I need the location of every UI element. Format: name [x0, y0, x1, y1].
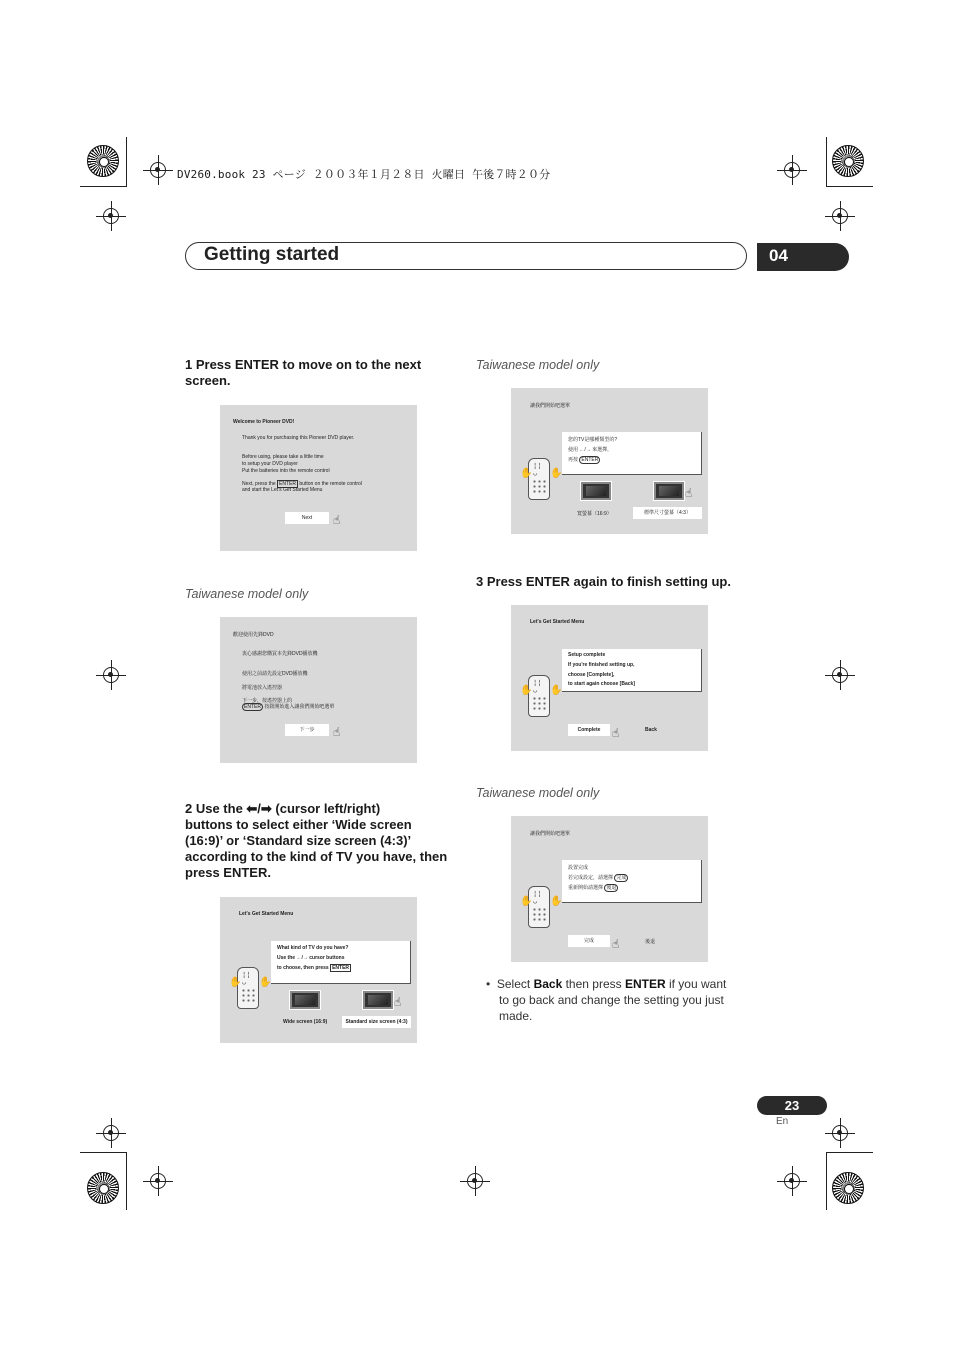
screen-line: If you're finished setting up, — [568, 662, 635, 668]
back-key-label: 後退 — [606, 885, 617, 891]
registration-target-icon — [103, 667, 119, 683]
message-box — [562, 860, 702, 903]
mascot-hand-icon: ✋ — [550, 896, 563, 907]
pointer-hand-icon: ☝ — [685, 486, 693, 500]
pointer-hand-icon: ☝ — [612, 937, 620, 951]
screen-heading: Let's Get Started Menu — [530, 619, 585, 625]
remote-mascot-icon: ¦¦ ◡ — [528, 458, 550, 500]
registration-target-icon — [832, 667, 848, 683]
note-line: • Select Back then press ENTER if you want — [486, 977, 727, 991]
complete-button[interactable]: Complete — [568, 724, 610, 736]
wide-screen-option[interactable]: Wide screen (16:9) — [283, 1019, 328, 1025]
complete-button[interactable]: 完成 — [568, 935, 610, 947]
registration-target-icon — [103, 1125, 119, 1141]
step2-tw-screen — [511, 388, 708, 534]
note-line: made. — [499, 1009, 533, 1023]
message-box — [562, 432, 702, 475]
screen-line: 衷心感謝您購買本先鋒DVD播放機 — [242, 651, 318, 657]
registration-target-icon — [103, 208, 119, 224]
screen-line: Setup complete — [568, 652, 606, 658]
message-box — [562, 649, 702, 692]
screen-line: 若完成設定，請選擇 完成 — [568, 875, 627, 881]
step3-screen — [511, 605, 708, 751]
enter-key-label: ENTER — [279, 481, 296, 487]
screen-line: 使用之前請先設定DVD播放機 — [242, 671, 308, 677]
wide-screen-option[interactable]: 寬螢幕（16:9） — [577, 511, 612, 517]
step2-instruction: 2 Use the ⬅/➡ (cursor left/right) buttons to select either ‘Wide screen (16:9)’ or ‘Standard size screen (4:3)’ according to the kind of TV you have, then press ENTER. — [185, 801, 448, 880]
screen-line: to choose, then press ENTER — [277, 965, 350, 971]
pointer-hand-icon: ☝ — [333, 513, 341, 527]
wide-tv-icon — [290, 991, 320, 1009]
screen-line: 再按 ENTER — [568, 457, 599, 463]
screen-line: What kind of TV do you have? — [277, 945, 349, 951]
message-box — [271, 941, 411, 984]
taiwanese-label: Taiwanese model only — [476, 786, 600, 800]
registration-star-icon — [87, 1172, 119, 1204]
step3-tw-screen — [511, 816, 708, 962]
mascot-hand-icon: ✋ — [229, 977, 242, 988]
standard-tv-icon — [363, 991, 393, 1009]
step1-tw-screen — [220, 617, 417, 763]
registration-star-icon — [832, 145, 864, 177]
standard-screen-option[interactable]: Standard size screen (4:3) — [342, 1016, 411, 1028]
step1-screen — [220, 405, 417, 551]
step2-screen — [220, 897, 417, 1043]
screen-line: choose [Complete], — [568, 672, 615, 678]
registration-star-icon — [87, 145, 119, 177]
language-code: En — [776, 1116, 789, 1127]
back-button[interactable]: Back — [645, 727, 657, 733]
screen-line: 下一步，按遙控器上的 — [242, 698, 293, 704]
enter-key-label: ENTER — [581, 457, 599, 463]
next-button[interactable]: 下一步 — [285, 724, 329, 736]
screen-heading: Welcome to Pioneer DVD! — [233, 419, 295, 425]
mascot-hand-icon: ✋ — [550, 468, 563, 479]
screen-line: ENTER 按鈕開始進入讓我們開始吧選單 — [244, 704, 335, 710]
remote-mascot-icon: ¦¦ ◡ — [528, 886, 550, 928]
screen-heading: 歡迎使用先鋒DVD — [233, 632, 274, 638]
registration-target-icon — [150, 162, 166, 178]
pointer-hand-icon: ☝ — [394, 995, 402, 1009]
back-button[interactable]: 後退 — [645, 939, 656, 945]
screen-line: 將電池放入遙控器 — [242, 685, 283, 691]
file-info-header: DV260.book 23 ページ ２００３年１月２８日 火曜日 午後７時２０分 — [177, 168, 551, 181]
screen-line: Thank you for purchasing this Pioneer DVD player. — [242, 435, 355, 441]
pointer-hand-icon: ☝ — [612, 726, 620, 740]
screen-heading: 讓我們開始吧選單 — [530, 403, 571, 409]
step1-instruction: 1 Press ENTER to move on to the next screen. — [185, 357, 422, 388]
registration-target-icon — [832, 208, 848, 224]
back-note — [486, 976, 756, 1024]
registration-target-icon — [150, 1173, 166, 1189]
step3-instruction: 3 Press ENTER again to finish setting up. — [476, 574, 731, 589]
taiwanese-label: Taiwanese model only — [185, 587, 309, 601]
screen-line: Before using, please take a little time — [242, 454, 324, 460]
standard-screen-option[interactable]: 標準尺寸螢幕（4:3） — [633, 507, 702, 519]
remote-mascot-icon: ¦¦ ◡ — [528, 675, 550, 717]
taiwanese-label: Taiwanese model only — [476, 358, 600, 372]
page-number: 23 — [757, 1096, 827, 1115]
pointer-hand-icon: ☝ — [333, 725, 341, 739]
mascot-hand-icon: ✋ — [520, 685, 533, 696]
note-line: to go back and change the setting you just — [499, 993, 724, 1007]
remote-mascot-icon: ¦¦ ◡ — [237, 967, 259, 1009]
screen-line: and start the Let's Get Started Menu — [242, 487, 323, 493]
chapter-tab — [757, 243, 849, 271]
screen-line: Use the ←/→ cursor buttons — [277, 955, 345, 961]
screen-heading: Let's Get Started Menu — [239, 911, 294, 917]
registration-target-icon — [784, 162, 800, 178]
registration-target-icon — [784, 1173, 800, 1189]
mascot-hand-icon: ✋ — [259, 977, 272, 988]
next-button[interactable]: Next — [285, 512, 329, 524]
screen-line: 您的TV是哪種類型的? — [568, 437, 618, 443]
registration-target-icon — [467, 1173, 483, 1189]
screen-line: Put the batteries into the remote control — [242, 468, 330, 474]
screen-line: 重新開始請選擇 後退 — [568, 885, 617, 891]
wide-tv-icon — [581, 482, 611, 500]
screen-line: 設置完成 — [568, 865, 589, 871]
screen-heading: 讓我們開始吧選單 — [530, 831, 571, 837]
mascot-hand-icon: ✋ — [520, 468, 533, 479]
section-title: Getting started — [204, 244, 340, 265]
enter-key-label: ENTER — [332, 965, 350, 971]
mascot-hand-icon: ✋ — [550, 685, 563, 696]
screen-line: 使用 ←/→ 來選擇， — [568, 447, 613, 453]
chapter-number: 04 — [769, 246, 788, 265]
screen-line: Next, press the ENTER button on the remote control — [242, 481, 362, 487]
enter-key-label: ENTER — [244, 704, 261, 710]
screen-line: to start again choose [Back] — [568, 681, 635, 687]
standard-tv-icon — [654, 482, 684, 500]
registration-target-icon — [832, 1125, 848, 1141]
complete-key-label: 完成 — [616, 875, 627, 881]
screen-line: to setup your DVD player — [242, 461, 298, 467]
section-title-bar — [185, 242, 747, 270]
mascot-hand-icon: ✋ — [520, 896, 533, 907]
registration-star-icon — [832, 1172, 864, 1204]
